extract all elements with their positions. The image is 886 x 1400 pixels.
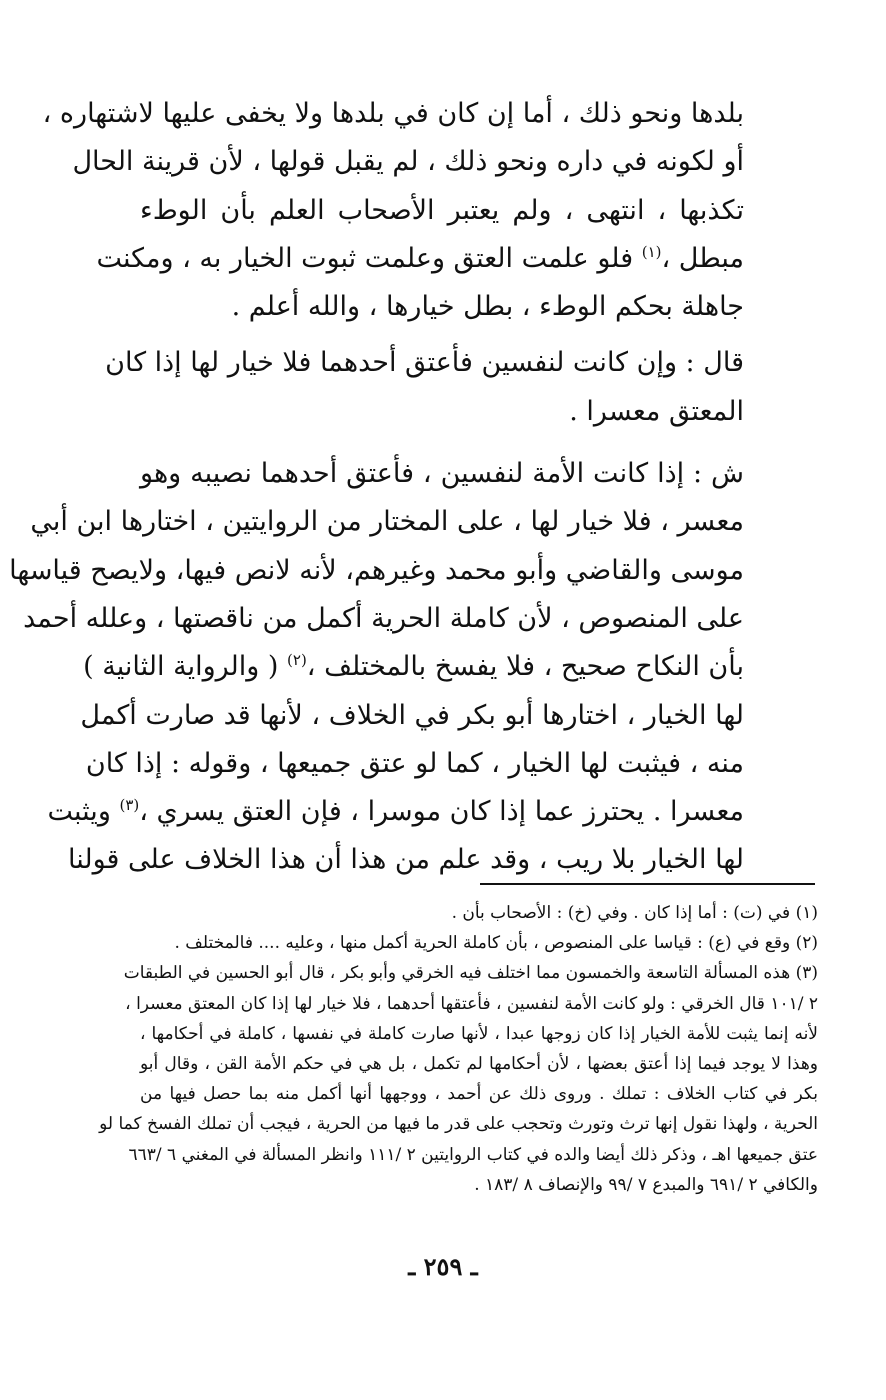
text-line: المعتق معسرا . <box>569 395 744 427</box>
footnote-line: والكافي ٢ /٦٩١ والمبدع ٧ /٩٩ والإنصاف ٨ /١٨٣ . <box>474 1174 818 1195</box>
text-line: أو لكونه في داره ونحو ذلك ، لم يقبل قولها ، لأن قرينة الحال <box>72 146 744 178</box>
commentary-paragraph <box>9 450 744 885</box>
text-segment: ( والرواية الثانية ) <box>83 651 279 683</box>
text-line <box>96 235 744 283</box>
text-line: ش : إذا كانت الأمة لنفسين ، فأعتق أحدهما نصيبه وهو <box>140 458 744 490</box>
text-line: معسر ، فلا خيار لها ، على المختار من الروايتين ، اختارها ابن أبي <box>30 506 744 538</box>
page-number: ـ ٢٥٩ ـ <box>408 1252 478 1281</box>
footnote-line: ٢ /١٠١ قال الخرقي : ولو كانت الأمة لنفسين ، فأعتقها أحدهما ، فلا خيار لها إذا كان المعتق معسرا ، <box>125 993 818 1014</box>
text-segment: فلو علمت العتق وعلمت ثبوت الخيار به ، ومكنت <box>96 242 634 274</box>
text-line: موسى والقاضي وأبو محمد وغيرهم، لأنه لانص فيها، ولايصح قياسها <box>9 554 744 586</box>
footnote-line: بكر في كتاب الخلاف : تملك . وروى ذلك عن أحمد ، ووجهها أنها أكمل منه بما حصل فيها من <box>140 1084 818 1105</box>
footnote-line: لأنه إنما يثبت للأمة الخيار إذا كان زوجها عبدا ، لأنها صارت كاملة في نفسها ، كاملة في أحكامها ، <box>140 1023 818 1044</box>
footnote-marker: (٢) <box>287 651 307 670</box>
text-segment: مبطل ، <box>661 242 744 274</box>
footnote-line: (١) في (ت) : أما إذا كان . وفي (خ) : الأصحاب بأن . <box>451 903 818 923</box>
paragraph-continuation <box>42 90 744 331</box>
text-line: لها الخيار بلا ريب ، وقد علم من هذا أن هذا الخلاف على قولنا <box>67 844 744 876</box>
footnote-line: وهذا لا يوجد فيما إذا أعتق بعضها ، لأن أحكامها لم تكمل ، بل هي في حكم الأمة القن ، وقال أبو <box>140 1054 818 1075</box>
text-line: منه ، فيثبت لها الخيار ، كما لو عتق جميعها ، وقوله : إذا كان <box>85 747 744 779</box>
text-line <box>47 788 744 836</box>
footnote-separator <box>480 883 815 885</box>
text-segment: بأن النكاح صحيح ، فلا يفسخ بالمختلف ، <box>306 651 744 683</box>
footnote-marker: (١) <box>641 242 662 261</box>
footnote-line: (٢) وقع في (ع) : قياسا على المنصوص ، بأن كاملة الحرية أكمل منها ، وعليه .... فالمختلف . <box>174 933 818 954</box>
footnote-line: الحرية ، ولهذا نقول إنها ترث وتورث وتحجب على قدر ما فيها من الحرية ، فيجب أن تملك الفسخ كما لو <box>99 1114 818 1135</box>
text-line: على المنصوص ، لأن كاملة الحرية أكمل من ناقصتها ، وعلله أحمد <box>23 602 744 634</box>
text-segment: معسرا . يحترز عما إذا كان موسرا ، فإن العتق يسري ، <box>139 796 744 828</box>
text-line: بلدها ونحو ذلك ، أما إن كان في بلدها ولا يخفى عليها لاشتهاره ، <box>42 98 744 129</box>
quoted-text <box>105 339 744 436</box>
text-line <box>83 643 744 691</box>
footnote-line: عتق جميعها اهـ ، وذكر ذلك أيضا والده في كتاب الروايتين ٢ /١١١ وانظر المسألة في المغني ٦ /٦٦٣ <box>128 1144 818 1165</box>
text-line: جاهلة بحكم الوطء ، بطل خيارها ، والله أعلم . <box>231 291 744 323</box>
text-line: قال : وإن كانت لنفسين فأعتق أحدهما فلا خيار لها إذا كان <box>105 347 744 379</box>
text-line: لها الخيار ، اختارها أبو بكر في الخلاف ، لأنها قد صارت أكمل <box>80 699 744 731</box>
footnote-line: (٣) هذه المسألة التاسعة والخمسون مما اختلف فيه الخرقي وأبو بكر ، قال أبو الحسين في الطبقات <box>123 963 818 984</box>
footnote-marker: (٣) <box>119 796 140 815</box>
text-line: تكذبها ، انتهى ، ولم يعتبر الأصحاب العلم بأن الوطء <box>140 194 744 226</box>
text-segment: ويثبت <box>47 796 111 828</box>
main-text <box>9 90 744 885</box>
footnotes <box>99 898 818 1200</box>
